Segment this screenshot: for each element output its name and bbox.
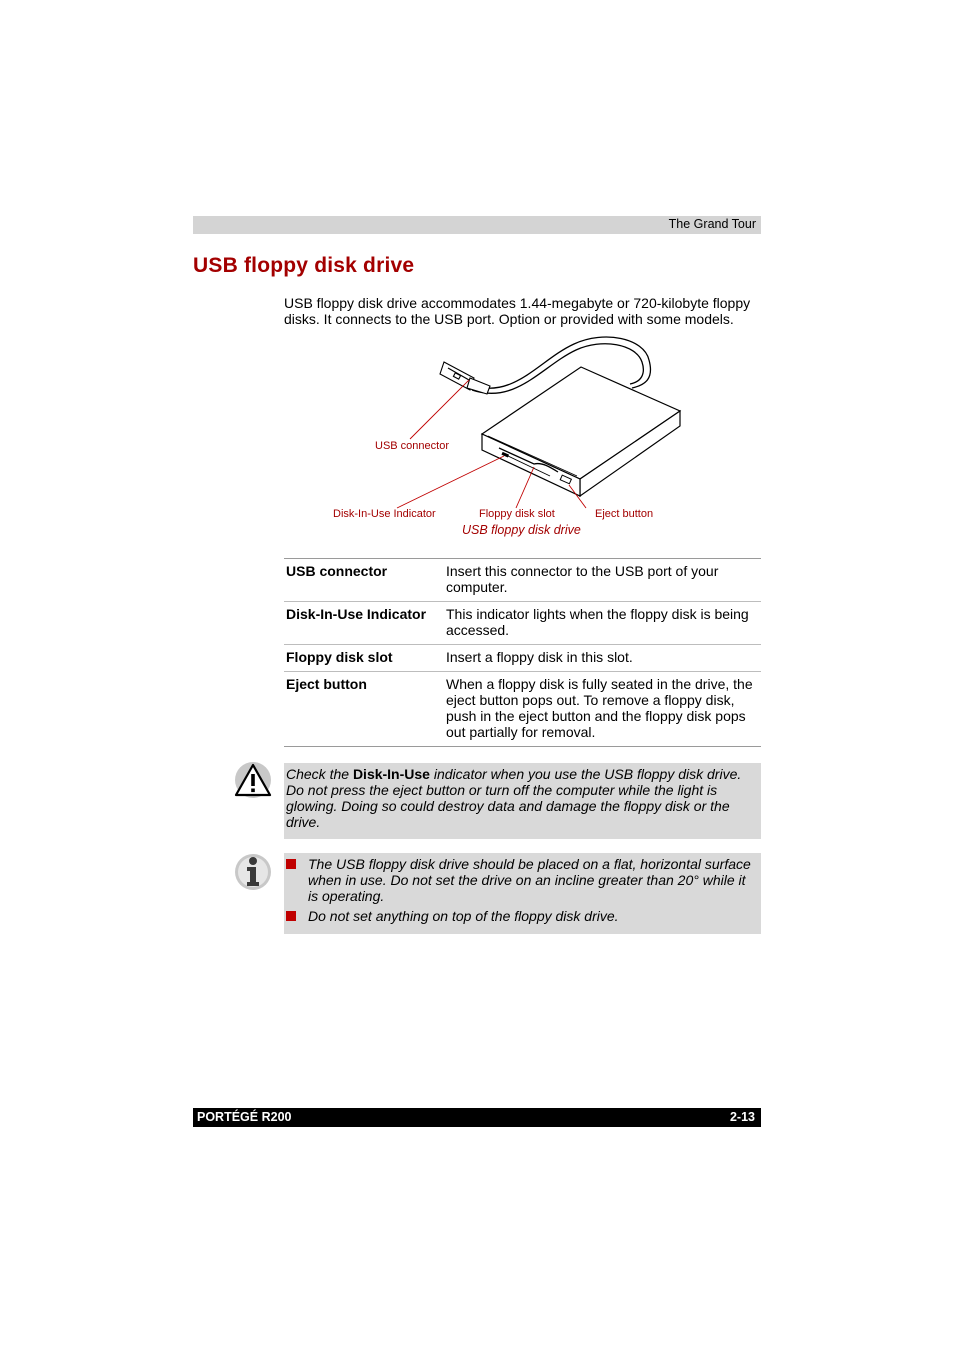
table-row — [284, 559, 761, 602]
description-cell: Insert a floppy disk in this slot. — [446, 649, 633, 665]
term-cell: Eject button — [286, 676, 367, 692]
term-cell: Disk-In-Use Indicator — [286, 606, 427, 622]
parts-table — [284, 558, 761, 747]
callout-eject-button: Eject button — [595, 508, 654, 520]
term-cell: Floppy disk slot — [286, 649, 393, 665]
description-cell: Insert this connector to the USB port of your computer. — [446, 563, 719, 595]
info-bullet-text: The USB floppy disk drive should be placed on a flat, horizontal surface when in use. Do not set the drive on an incline greater than 20° while it is operating. — [308, 856, 751, 904]
table-row — [284, 672, 761, 747]
table-row — [284, 645, 761, 672]
table-row — [284, 602, 761, 645]
running-header — [193, 216, 761, 234]
figure-caption: USB floppy disk drive — [462, 523, 581, 537]
description-cell: When a floppy disk is fully seated in the drive, the eject button pops out. To remove a floppy disk, push in the eject button and the floppy disk pops out partially for removal. — [446, 676, 753, 740]
caution-text-suffix: indicator when you use the USB floppy disk drive. Do not press the eject button or turn off the computer while the light is glowing. Doing so could destroy data and damage the floppy disk or the drive. — [286, 766, 742, 830]
description-cell: This indicator lights when the floppy disk is being accessed. — [446, 606, 749, 638]
info-icon — [233, 852, 273, 892]
intro-paragraph: USB floppy disk drive accommodates 1.44-megabyte or 720-kilobyte floppy disks. It connects to the USB port. Option or provided with some models. — [284, 295, 751, 327]
footer-model: PORTÉGÉ R200 — [197, 1110, 292, 1124]
caution-note — [284, 763, 761, 839]
square-bullet-icon — [286, 911, 296, 921]
info-bullet-text: Do not set anything on top of the floppy disk drive. — [308, 908, 619, 924]
callout-floppy-disk-slot: Floppy disk slot — [479, 508, 555, 520]
list-item — [284, 908, 757, 924]
caution-text-bold: Disk-In-Use — [352, 766, 430, 782]
info-note — [284, 853, 761, 934]
callout-usb-connector: USB connector — [375, 440, 449, 452]
floppy-drive-figure — [284, 330, 762, 550]
running-footer — [193, 1108, 761, 1127]
page-number: 2-13 — [729, 1110, 755, 1124]
warning-triangle-icon — [233, 760, 273, 800]
page-title: USB floppy disk drive — [193, 254, 415, 277]
list-item — [284, 856, 757, 904]
callout-disk-in-use-indicator: Disk-In-Use Indicator — [333, 508, 436, 520]
term-cell: USB connector — [286, 563, 388, 579]
section-title: The Grand Tour — [668, 217, 756, 231]
caution-text-prefix: Check the — [286, 766, 353, 782]
square-bullet-icon — [286, 859, 296, 869]
